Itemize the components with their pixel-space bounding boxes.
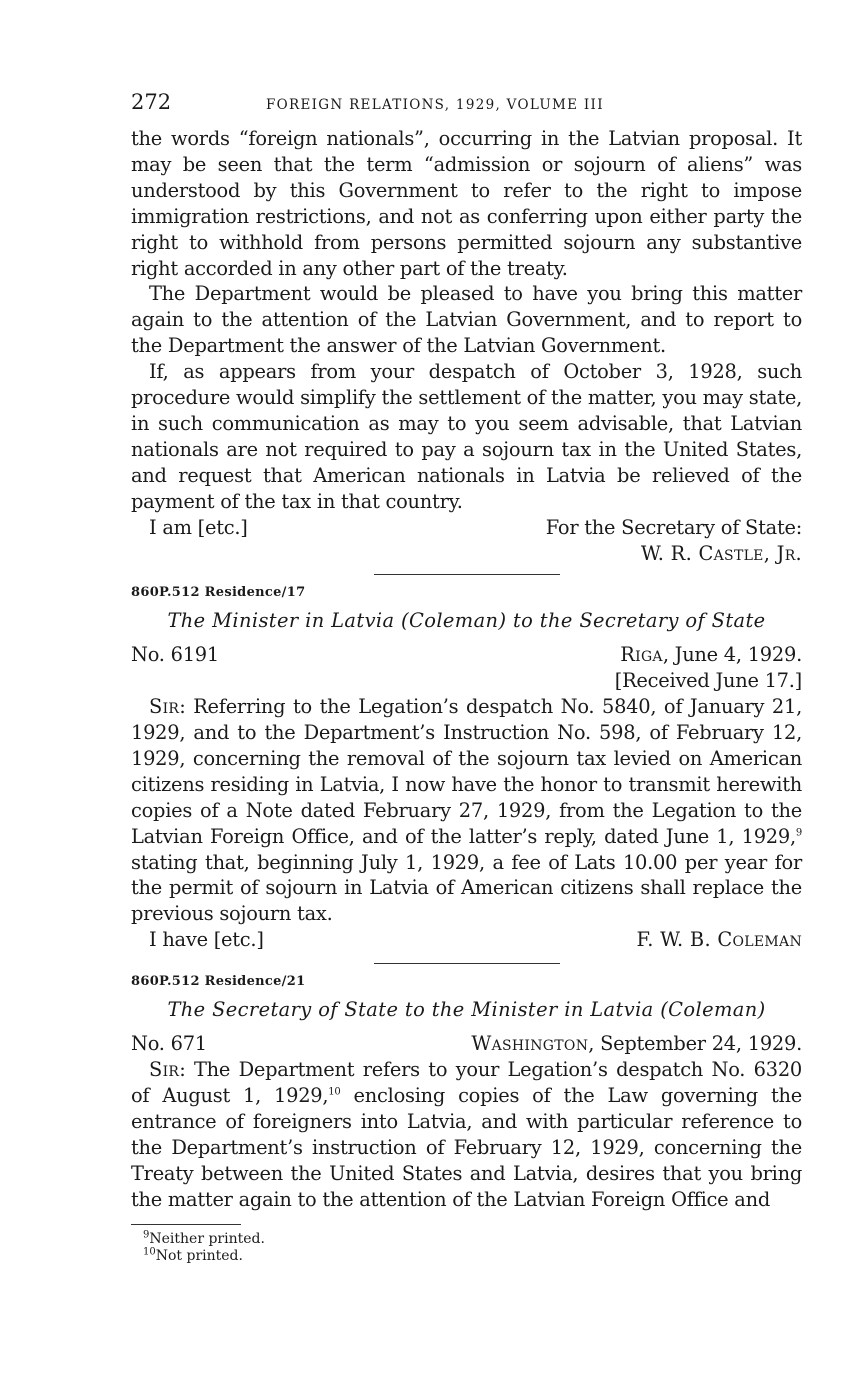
letter-body-text-continued: enclosing copies of the Law governing the entrance of foreigners into Latvia, and with particular reference to the Department’s instruction of February 12, 1929, concerning the Treaty between the United States and Latvia, desires that you bring the matter again to the attention of the Latvian Foreign Office and — [131, 1083, 802, 1211]
file-reference: 860P.512 Residence/17 — [131, 585, 306, 601]
signature-name: W. R. Castle, Jr. — [640, 541, 802, 565]
letter-body-text: : Referring to the Legation’s despatch No. 5840, of January 21, 1929, and to the Department’s Instruction No. 598, of February 12, 1929, concerning the removal of the sojourn tax levied on American citizens residing in Latvia, I now have the honor to transmit herewith copies of a Note dated February 27, 1929, from the Legation to the Latvian Foreign Office, and of the latter’s reply, dated June 1, 1929, — [131, 695, 802, 848]
dateline-date: , June 4, 1929. — [662, 643, 802, 667]
document-number: No. 671 — [131, 1032, 207, 1056]
received-note: [Received June 17.] — [614, 669, 802, 693]
document-title: The Secretary of State to the Minister in Latvia (Coleman) — [167, 998, 766, 1022]
dateline-row — [131, 1031, 802, 1057]
closing-row — [131, 927, 802, 953]
page-header — [131, 90, 802, 126]
salutation: Sir — [149, 695, 180, 719]
letter-body-text: : The Department refers to your Legation’s despatch No. 6320 of August 1, 1929, — [131, 1058, 802, 1107]
signature-name: F. W. B. Coleman — [636, 928, 802, 952]
signature-intro: For the Secretary of State: — [545, 515, 802, 539]
document-title: The Minister in Latvia (Coleman) to the Secretary of State — [167, 609, 766, 633]
salutation: Sir — [149, 1058, 180, 1081]
dateline-date: , September 24, 1929. — [588, 1032, 802, 1056]
footnote-marker: 10 — [328, 1086, 341, 1098]
closing-text: I am [etc.] — [149, 515, 248, 539]
dateline-place: Riga — [620, 643, 663, 667]
footnote-mark: 10 — [143, 1246, 156, 1258]
footnote-marker: 9 — [795, 827, 802, 839]
dateline — [620, 642, 802, 668]
continuation-paragraph-2: The Department would be pleased to have you bring this matter again to the attention of the Latvian Government, and to report to the Department the answer of the Latvian Government. — [131, 282, 802, 358]
continuation-paragraph-1: the words “foreign nationals”, occurring in the Latvian proposal. It may be seen that the term “admission or sojourn of aliens” was understood by this Government to refer to the right to impose immigration restrictions, and not as conferring upon either party the right to withhold from persons permitted sojourn any substantive right accorded in any other part of the treaty. — [131, 127, 802, 280]
dateline-row — [131, 642, 802, 668]
document-page — [131, 90, 802, 1265]
continuation-paragraph-3: If, as appears from your despatch of October 3, 1928, such procedure would simplify the settlement of the matter, you may state, in such communication as may to you seem advisable, that Latvian nationals are not required to pay a sojourn tax in the United States, and request that American nationals in Latvia be relieved of the payment of the tax in that country. — [131, 360, 802, 513]
letter-body — [131, 694, 802, 927]
footnote-mark: 9 — [143, 1229, 150, 1241]
footnote — [131, 1231, 802, 1248]
letter-body-text-continued: stating that, beginning July 1, 1929, a fee of Lats 10.00 per year for the permit of sojourn in Latvia of American citizens shall replace the previous sojourn tax. — [131, 850, 802, 926]
footnote-text: Neither printed. — [149, 1231, 265, 1248]
closing-row — [131, 515, 802, 541]
footnote-text: Not printed. — [155, 1248, 243, 1265]
running-head: FOREIGN RELATIONS, 1929, VOLUME III — [266, 97, 604, 113]
closing-text: I have [etc.] — [149, 928, 264, 952]
letter-body — [131, 1057, 802, 1212]
page-number: 272 — [131, 90, 172, 114]
document-number: No. 6191 — [131, 643, 219, 667]
footnote — [131, 1248, 802, 1265]
dateline — [471, 1031, 802, 1057]
file-reference: 860P.512 Residence/21 — [131, 974, 306, 990]
dateline-place: Washington — [471, 1032, 589, 1056]
